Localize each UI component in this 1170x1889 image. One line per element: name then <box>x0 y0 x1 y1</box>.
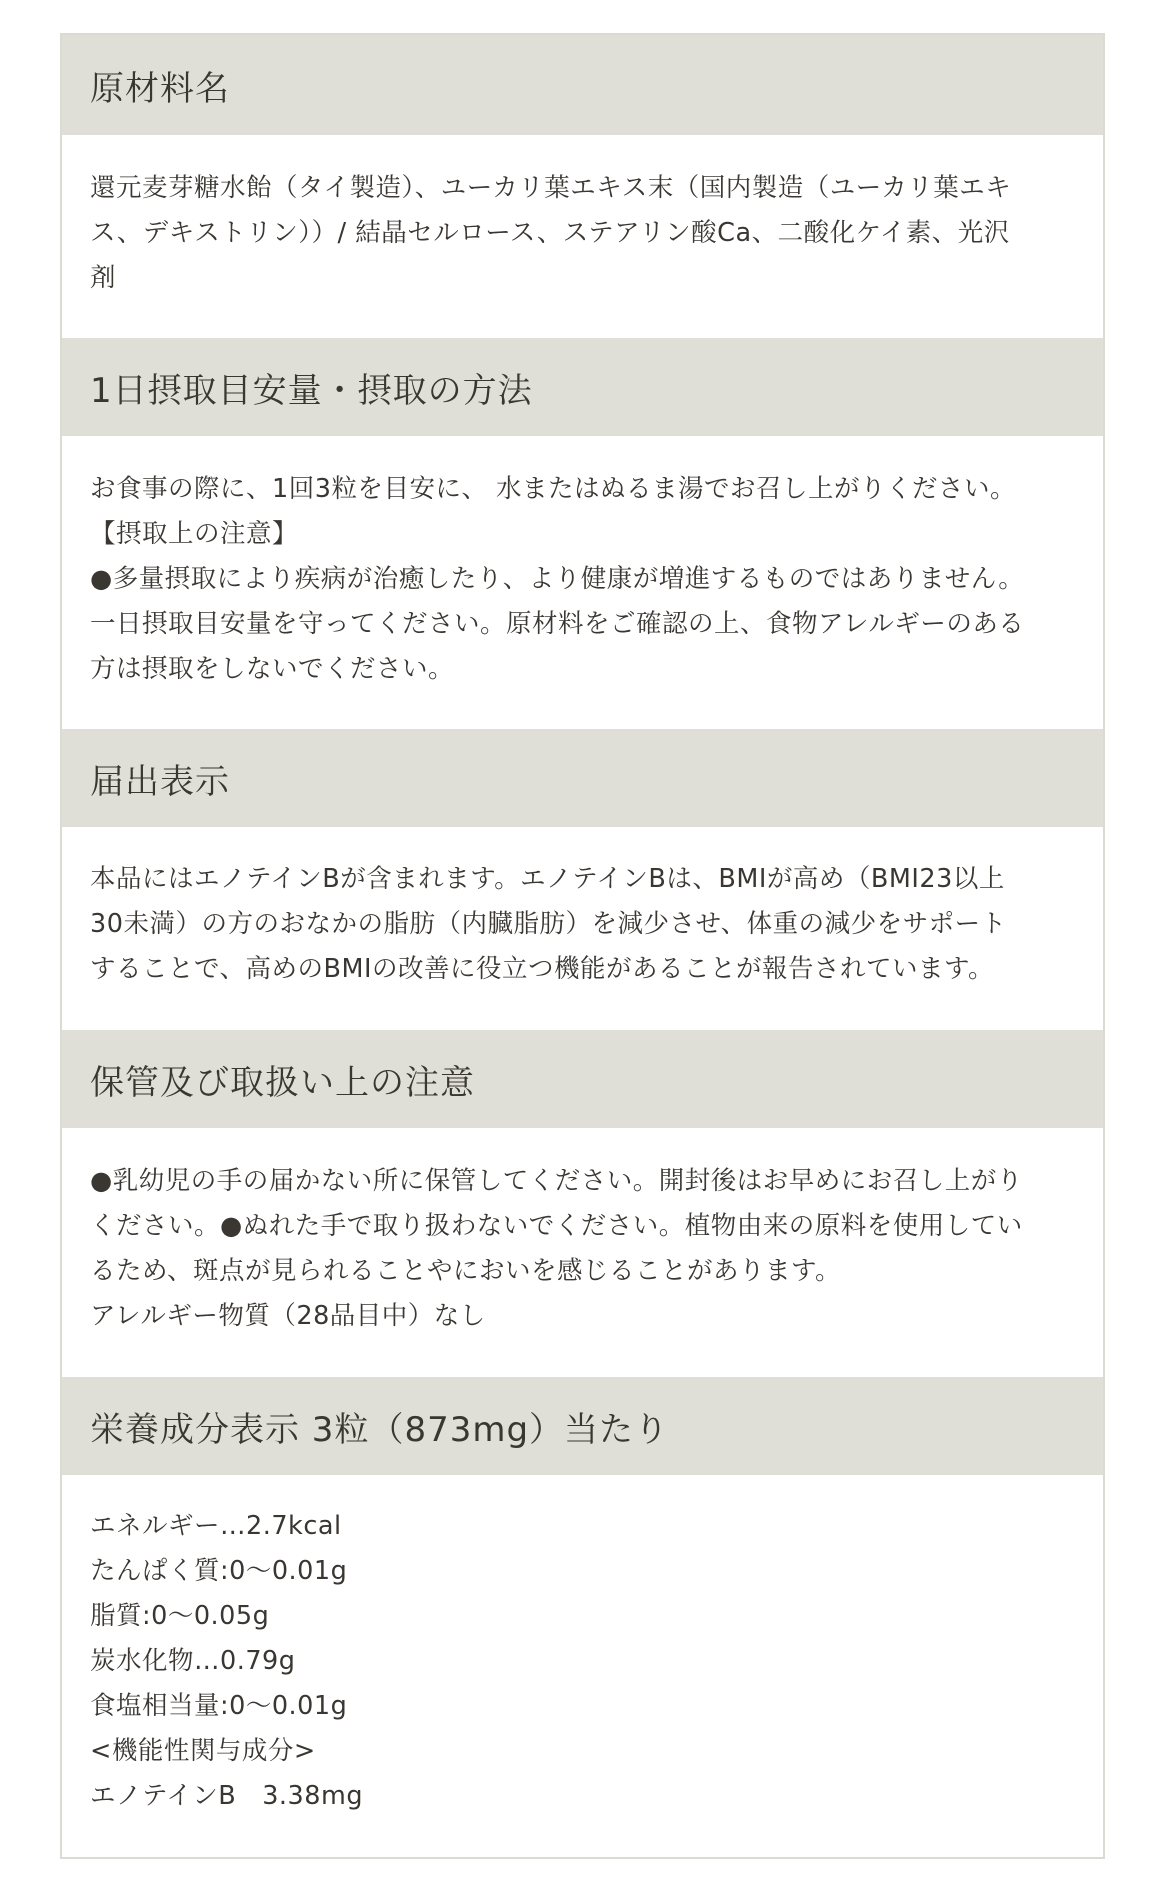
body-line: 【摂取上の注意】 <box>90 519 299 549</box>
section-body-ingredients <box>90 166 1077 301</box>
body-line: エノテインB 3.38mg <box>90 1781 364 1811</box>
section-body-notification <box>90 857 1077 992</box>
section-header-ingredients <box>62 35 1103 135</box>
section-heading: 原材料名 <box>90 68 230 109</box>
body-line: <機能性関与成分> <box>90 1736 316 1766</box>
body-line: 30未満）の方のおなかの脂肪（内臓脂肪）を減少させ、体重の減少をサポート <box>90 909 1007 939</box>
body-line: 一日摂取目安量を守ってください。原材料をご確認の上、食物アレルギーのある <box>90 609 1025 639</box>
body-line: 本品にはエノテインBが含まれます。エノテインBは、BMIが高め（BMI23以上 <box>90 864 1005 894</box>
section-heading: 届出表示 <box>90 761 230 802</box>
product-info-panel <box>60 33 1105 1859</box>
body-line: アレルギー物質（28品目中）なし <box>90 1301 486 1331</box>
section-heading: 保管及び取扱い上の注意 <box>90 1062 475 1103</box>
body-line: ください。●ぬれた手で取り扱わないでください。植物由来の原料を使用してい <box>90 1211 1023 1241</box>
body-line: 炭水化物…0.79g <box>90 1646 296 1676</box>
section-header-notification <box>62 729 1103 827</box>
body-line: 剤 <box>90 263 117 293</box>
body-line: することで、高めのBMIの改善に役立つ機能があることが報告されています。 <box>90 954 994 984</box>
body-line: ●乳幼児の手の届かない所に保管してください。開封後はお早めにお召し上がり <box>90 1166 1023 1196</box>
body-line: お食事の際に、1回3粒を目安に、 水またはぬるま湯でお召し上がりください。 <box>90 474 1017 504</box>
body-line: 食塩相当量:0〜0.01g <box>90 1691 348 1721</box>
section-heading: 栄養成分表示 3粒（873mg）当たり <box>90 1409 670 1450</box>
section-body-nutrition <box>90 1504 1077 1819</box>
section-header-intake <box>62 338 1103 436</box>
body-line: るため、斑点が見られることやにおいを感じることがあります。 <box>90 1256 841 1286</box>
body-line: 還元麦芽糖水飴（タイ製造）、ユーカリ葉エキス末（国内製造（ユーカリ葉エキ <box>90 173 1012 203</box>
section-header-nutrition <box>62 1377 1103 1475</box>
section-heading: 1日摂取目安量・摂取の方法 <box>90 370 533 411</box>
body-line: エネルギー…2.7kcal <box>90 1511 342 1541</box>
body-line: ス、デキストリン））/ 結晶セルロース、ステアリン酸Ca、二酸化ケイ素、光沢 <box>90 218 1010 248</box>
body-line: たんぱく質:0〜0.01g <box>90 1556 348 1586</box>
body-line: 方は摂取をしないでください。 <box>90 654 455 684</box>
body-line: ●多量摂取により疾病が治癒したり、より健康が増進するものではありません。 <box>90 564 1025 594</box>
section-body-intake <box>90 467 1077 692</box>
section-header-storage <box>62 1030 1103 1128</box>
section-body-storage <box>90 1159 1077 1339</box>
body-line: 脂質:0〜0.05g <box>90 1601 270 1631</box>
